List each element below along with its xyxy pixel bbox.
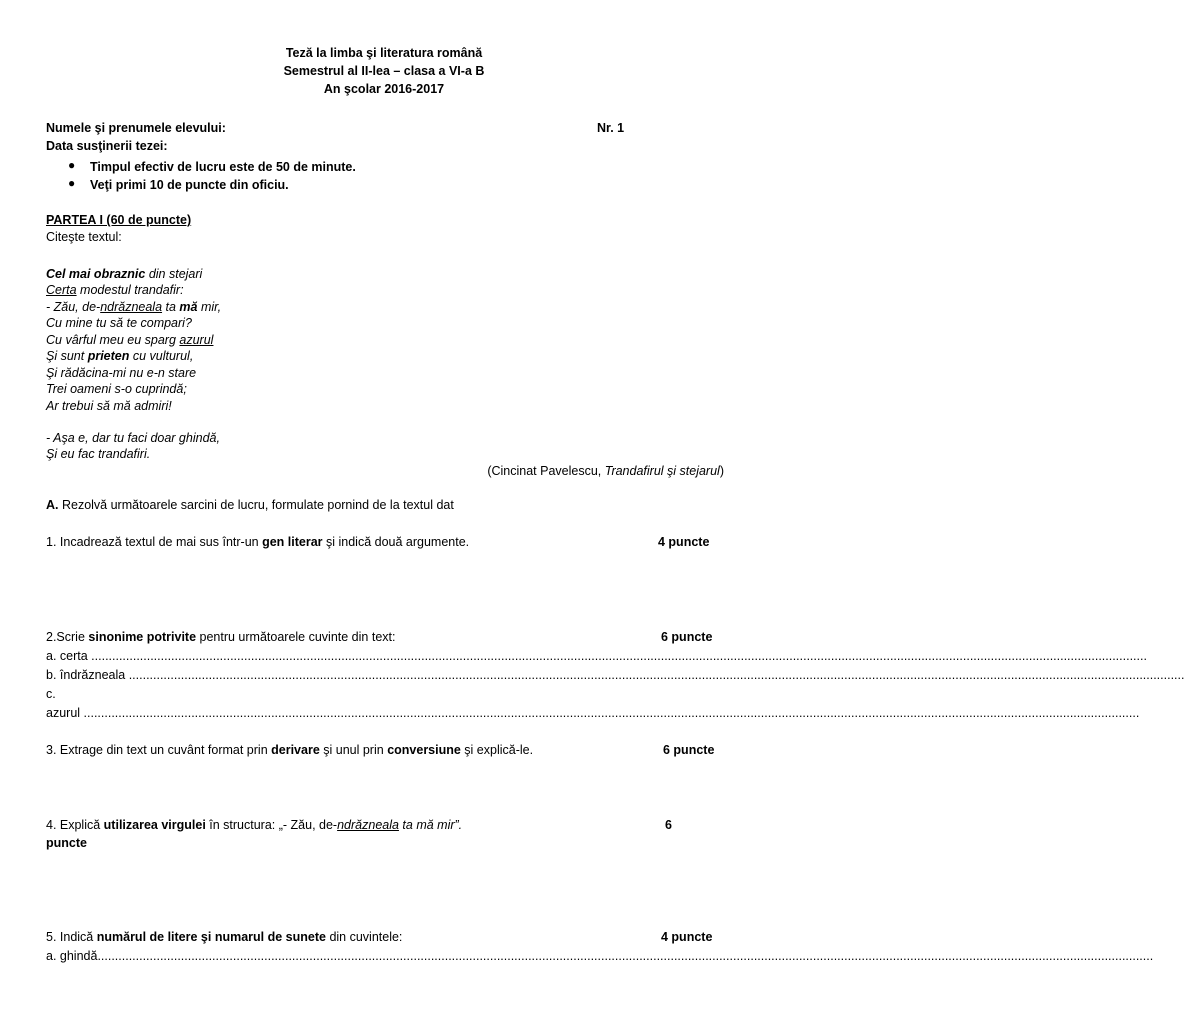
poem-line: Ar trebui să mă admiri! [46,399,172,413]
question-2-points: 6 puncte [661,630,713,644]
poem-line: Certa modestul trandafir: [46,283,184,297]
exam-title: Teză la limba şi literatura română [285,46,483,60]
question-5: 5. Indică numărul de litere şi numarul de sunete din cuvintele: [46,930,403,944]
rule-item: Timpul efectiv de lucru este de 50 de minute. [90,160,356,174]
question-4: 4. Explică utilizarea virgulei în structura: „- Zău, de-ndrăzneala ta mă mir”. [46,818,463,832]
question-4-points-word: puncte [46,836,87,850]
answer-line[interactable]: a. certa ................................................................................................................................................................................................................................................................................................................ [46,649,1147,663]
poem-line: Cu mine tu să te compari? [46,316,192,330]
poem-line: Trei oameni s-o cuprindă; [46,382,187,396]
part1-instruction: Citeşte textul: [46,230,122,244]
question-3: 3. Extrage din text un cuvânt format prin derivare şi unul prin conversiune şi explică-le. [46,743,534,757]
question-3-points: 6 puncte [663,743,715,757]
answer-line[interactable]: azurul ................................................................................................................................................................................................................................................................................................................ [46,706,1140,720]
poem-line: Cu vârful meu eu sparg azurul [46,333,214,347]
exam-year: An şcolar 2016-2017 [323,82,445,96]
bullet-icon: ● [68,158,76,172]
poem-line: Şi eu fac trandafiri. [46,447,151,461]
rule-item: Veţi primi 10 de puncte din oficiu. [90,178,289,192]
question-1-points: 4 puncte [658,535,710,549]
question-4-points: 6 [665,818,672,832]
poem-line: - Zău, de-ndrăzneala ta mă mir, [46,300,222,314]
section-a-instruction: A. Rezolvă următoarele sarcini de lucru, formulate pornind de la textul dat [46,498,454,512]
poem-line: Cel mai obraznic din stejari [46,267,203,281]
exam-semester: Semestrul al II-lea – clasa a VI-a B [283,64,485,78]
question-2: 2.Scrie sinonime potrivite pentru următoarele cuvinte din text: [46,630,396,644]
bullet-icon: ● [68,176,76,190]
poem-line: - Aşa e, dar tu faci doar ghindă, [46,431,220,445]
question-5-points: 4 puncte [661,930,713,944]
exam-date-label: Data susţinerii tezei: [46,139,168,153]
student-name-label: Numele şi prenumele elevului: [46,121,226,135]
student-number: Nr. 1 [597,121,625,135]
poem-line: Şi rădăcina-mi nu e-n stare [46,366,197,380]
answer-line[interactable]: b. îndrăzneala ................................................................................................................................................................................................................................................................................................................ [46,668,1184,682]
answer-line[interactable]: a. ghindă................................................................................................................................................................................................................................................................................................................ [46,949,1154,963]
poem-line: Şi sunt prieten cu vulturul, [46,349,194,363]
part1-heading: PARTEA I (60 de puncte) [46,213,192,227]
answer-line-label: c. [46,687,56,701]
question-1: 1. Incadrează textul de mai sus într-un gen literar şi indică două argumente. [46,535,470,549]
poem-source: (Cincinat Pavelescu, Trandafirul şi stejarul) [487,464,724,478]
